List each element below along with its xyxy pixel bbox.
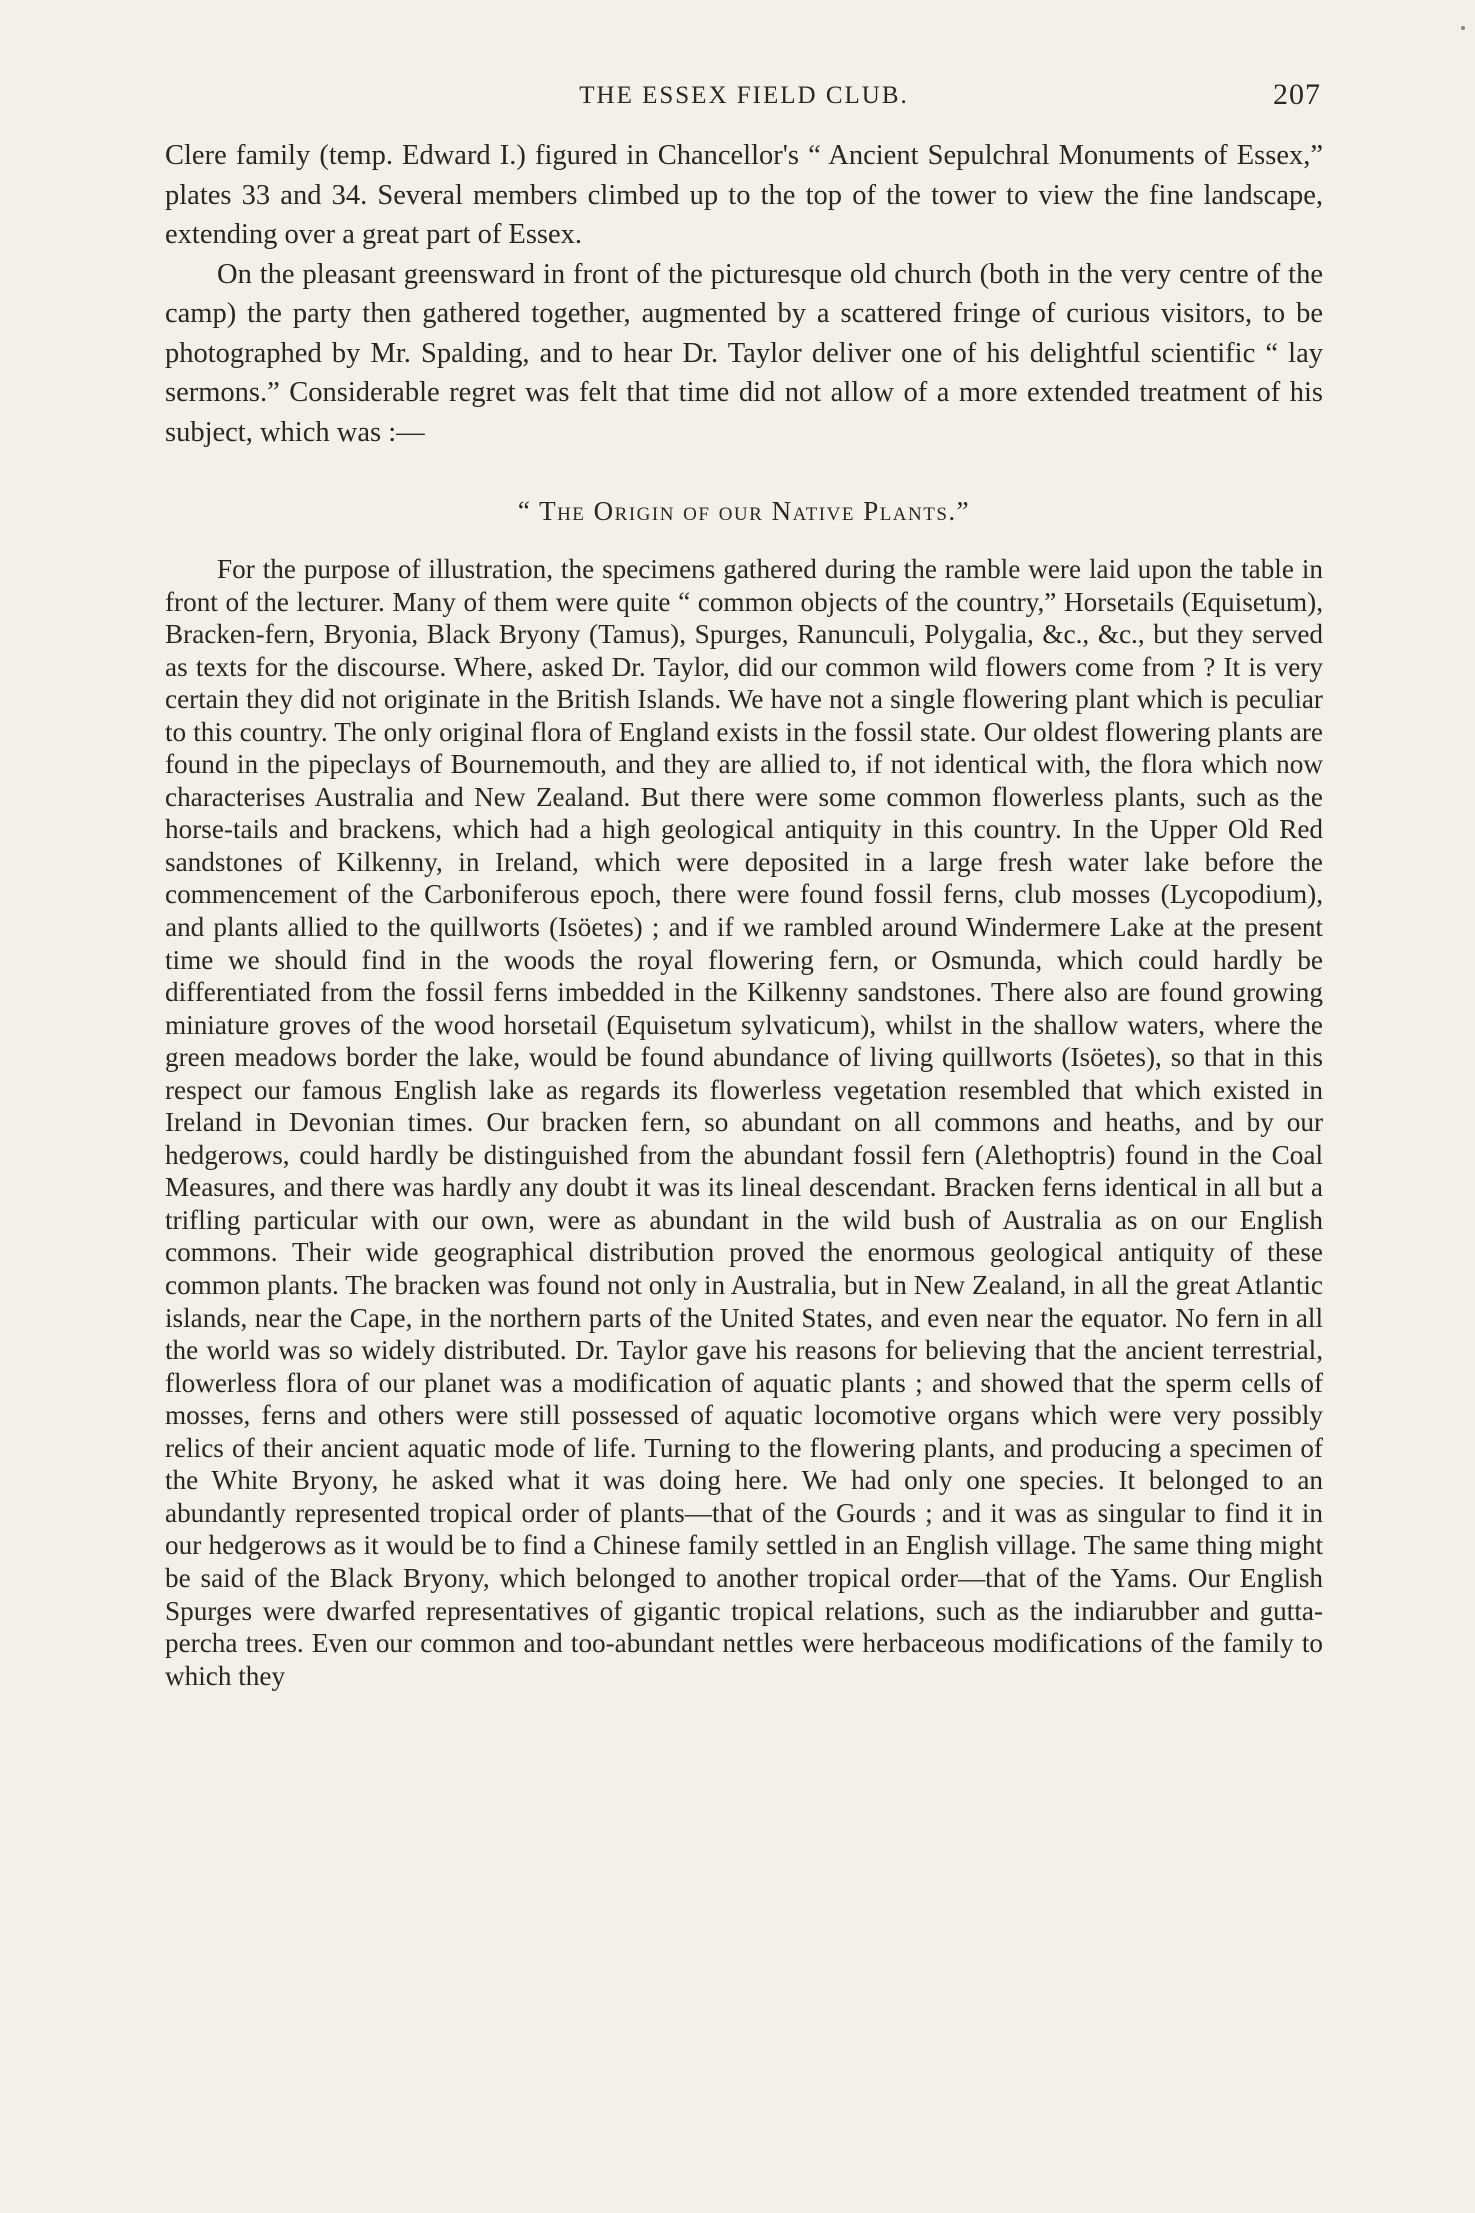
- lecture-paragraph: For the purpose of illustration, the specimens gathered during the ramble were laid upon the table in front of the lecturer. Many of them were quite “ common objects of the country,” Horsetails (Equisetum), Bracken-fern, Bryonia, Black Bryony (Tamus), Spurges, Ranunculi, Polygalia, &c., &c., but they served as texts for the discourse. Where, asked Dr. Taylor, did our common wild flowers come from ? It is very certain they did not originate in the British Islands. We have not a single flowering plant which is peculiar to this country. The only original flora of England exists in the fossil state. Our oldest flowering plants are found in the pipeclays of Bournemouth, and they are allied to, if not identical with, the flora which now characterises Australia and New Zealand. But there were some common flowerless plants, such as the horse-tails and brackens, which had a high geological antiquity in this country. In the Upper Old Red sandstones of Kilkenny, in Ireland, which were deposited in a large fresh water lake before the commencement of the Carboniferous epoch, there were found fossil ferns, club mosses (Lycopodium), and plants allied to the quillworts (Isöetes) ; and if we rambled around Windermere Lake at the present time we should find in the woods the royal flowering fern, or Osmunda, which could hardly be differentiated from the fossil ferns imbedded in the Kilkenny sandstones. There also are found growing miniature groves of the wood horsetail (Equisetum sylvaticum), whilst in the shallow waters, where the green meadows border the lake, would be found abundance of living quillworts (Isöetes), so that in this respect our famous English lake as regards its flowerless vegetation resembled that which existed in Ireland in Devonian times. Our bracken fern, so abundant on all commons and heaths, and by our hedgerows, could hardly be distinguished from the abundant fossil fern (Alethoptris) found in the Coal Measures, and there was hardly any doubt it was its lineal descendant. Bracken ferns identical in all but a trifling particular with our own, were as abundant in the wild bush of Australia as on our English commons. Their wide geographical distribution proved the enormous geological antiquity of these common plants. The bracken was found not only in Australia, but in New Zealand, in all the great Atlantic islands, near the Cape, in the northern parts of the United States, and even near the equator. No fern in all the world was so widely distributed. Dr. Taylor gave his reasons for believing that the ancient terrestrial, flowerless flora of our planet was a modification of aquatic plants ; and showed that the sperm cells of mosses, ferns and others were still possessed of aquatic locomotive organs which were very possibly relics of their ancient aquatic mode of life. Turning to the flowering plants, and producing a specimen of the White Bryony, he asked what it was doing here. We had only one species. It belonged to an abundantly represented tropical order of plants—that of the Gourds ; and it was as singular to find it in our hedgerows as it would be to find a Chinese family settled in an English village. The same thing might be said of the Black Bryony, which belonged to another tropical order—that of the Yams. Our English Spurges were dwarfed representatives of gigantic tropical relations, such as the indiarubber and gutta-percha trees. Even our common and too-abundant nettles were herbaceous modifications of the family to which they: [165, 554, 1323, 1691]
- intro-section: [165, 136, 1323, 452]
- running-head: [165, 78, 1323, 118]
- paper-speck: [1461, 26, 1465, 30]
- intro-paragraph-1: Clere family (temp. Edward I.) figured in Chancellor's “ Ancient Sepulchral Monuments of Essex,” plates 33 and 34. Several members climbed up to the top of the tower to view the fine landscape, extending over a great part of Essex.: [165, 140, 1323, 250]
- lecture-body: [165, 553, 1323, 1692]
- book-page: [165, 78, 1323, 1692]
- page-number: 207: [1273, 78, 1321, 111]
- running-head-title: THE ESSEX FIELD CLUB.: [579, 82, 909, 109]
- section-heading: “ The Origin of our Native Plants.”: [517, 496, 971, 526]
- intro-paragraph-2: On the pleasant greensward in front of the picturesque old church (both in the very centre of the camp) the party then gathered together, augmented by a scattered fringe of curious visitors, to be photographed by Mr. Spalding, and to hear Dr. Taylor deliver one of his delightful scientific “ lay sermons.” Considerable regret was felt that time did not allow of a more extended treatment of his subject, which was :—: [165, 258, 1323, 448]
